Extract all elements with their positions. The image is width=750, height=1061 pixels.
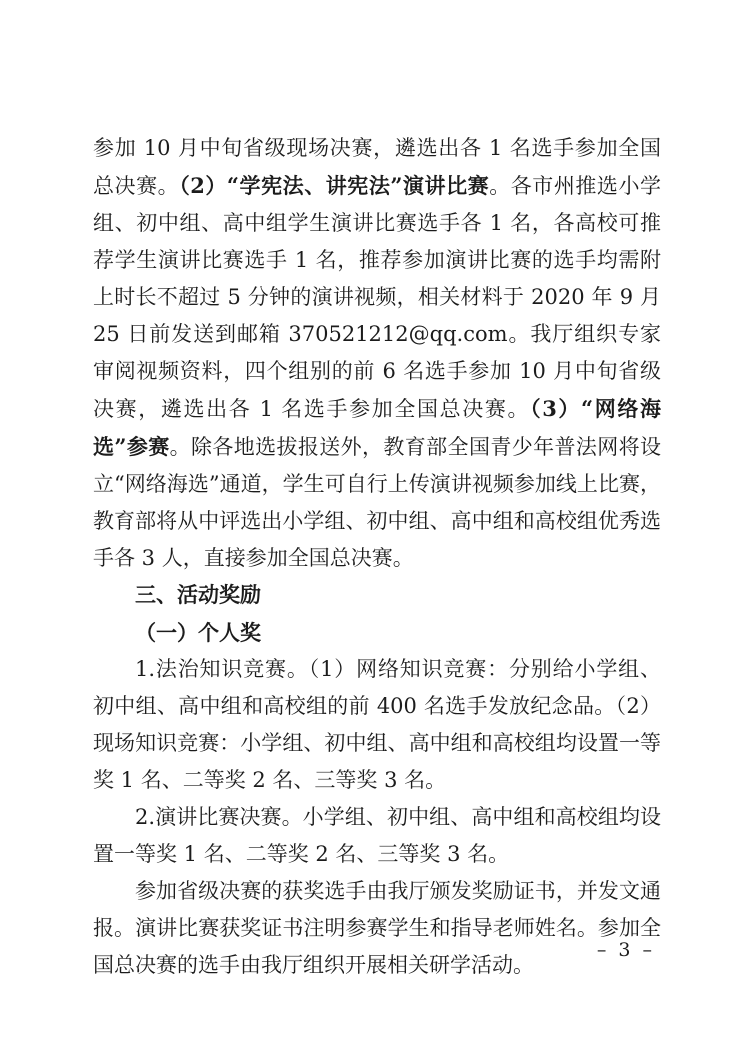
body-text: 1.法治知识竞赛。（1）网络知识竞赛：分别给小学组、初中组、高中组和高校组的前 400 名选手发放纪念品。（2）现场知识竞赛：小学组、初中组、高中组和高校组均设置一等奖 1 名、二等奖 2 名、三等奖 3 名。 (93, 657, 661, 792)
sub-section-heading: （一）个人奖 (135, 620, 261, 645)
paragraph (93, 651, 661, 799)
body-text: 。除各地选拔报送外，教育部全国青少年普法网将设立“网络海选”通道，学生可自行上传演讲视频参加线上比赛，教育部将从中评选出小学组、初中组、高中组和高校组优秀选手各 3 人，直接参加全国总决赛。 (93, 435, 661, 570)
paragraph (93, 130, 661, 577)
emphasized-text: （2）“学宪法、讲宪法”演讲比赛 (179, 173, 490, 198)
body-text: 参加省级决赛的获奖选手由我厅颁发奖励证书，并发文通报。演讲比赛获奖证书注明参赛学生和指导老师姓名。参加全国总决赛的选手由我厅组织开展相关研学活动。 (93, 879, 661, 977)
page-number: – 3 – (596, 939, 655, 961)
body-text: 2.演讲比赛决赛。小学组、初中组、高中组和高校组均设置一等奖 1 名、二等奖 2 名、三等奖 3 名。 (93, 805, 661, 866)
body-text: 。各市州推选小学组、初中组、高中组学生演讲比赛选手各 1 名，各高校可推荐学生演讲比赛选手 1 名，推荐参加演讲比赛的选手均需附上时长不超过 5 分钟的演讲视频，相关材料于 2020 年 9 月 25 日前发送到邮箱 370521212@qq.com。我厅组织专家审阅视频资料，四个组别的前 6 名选手参加 10 月中旬省级决赛，遴选出各 1 名选手参加全国总决赛。 (93, 174, 662, 421)
paragraph (93, 873, 661, 984)
document-body (93, 130, 661, 984)
body-text: 参加 10 月中旬省级现场决赛，遴选出各 1 名选手参加全国总决赛。 (93, 136, 661, 198)
section-heading: 三、活动奖励 (135, 583, 261, 607)
paragraph (93, 799, 661, 873)
emphasized-text: （3）“网络海选”参赛 (93, 396, 661, 459)
